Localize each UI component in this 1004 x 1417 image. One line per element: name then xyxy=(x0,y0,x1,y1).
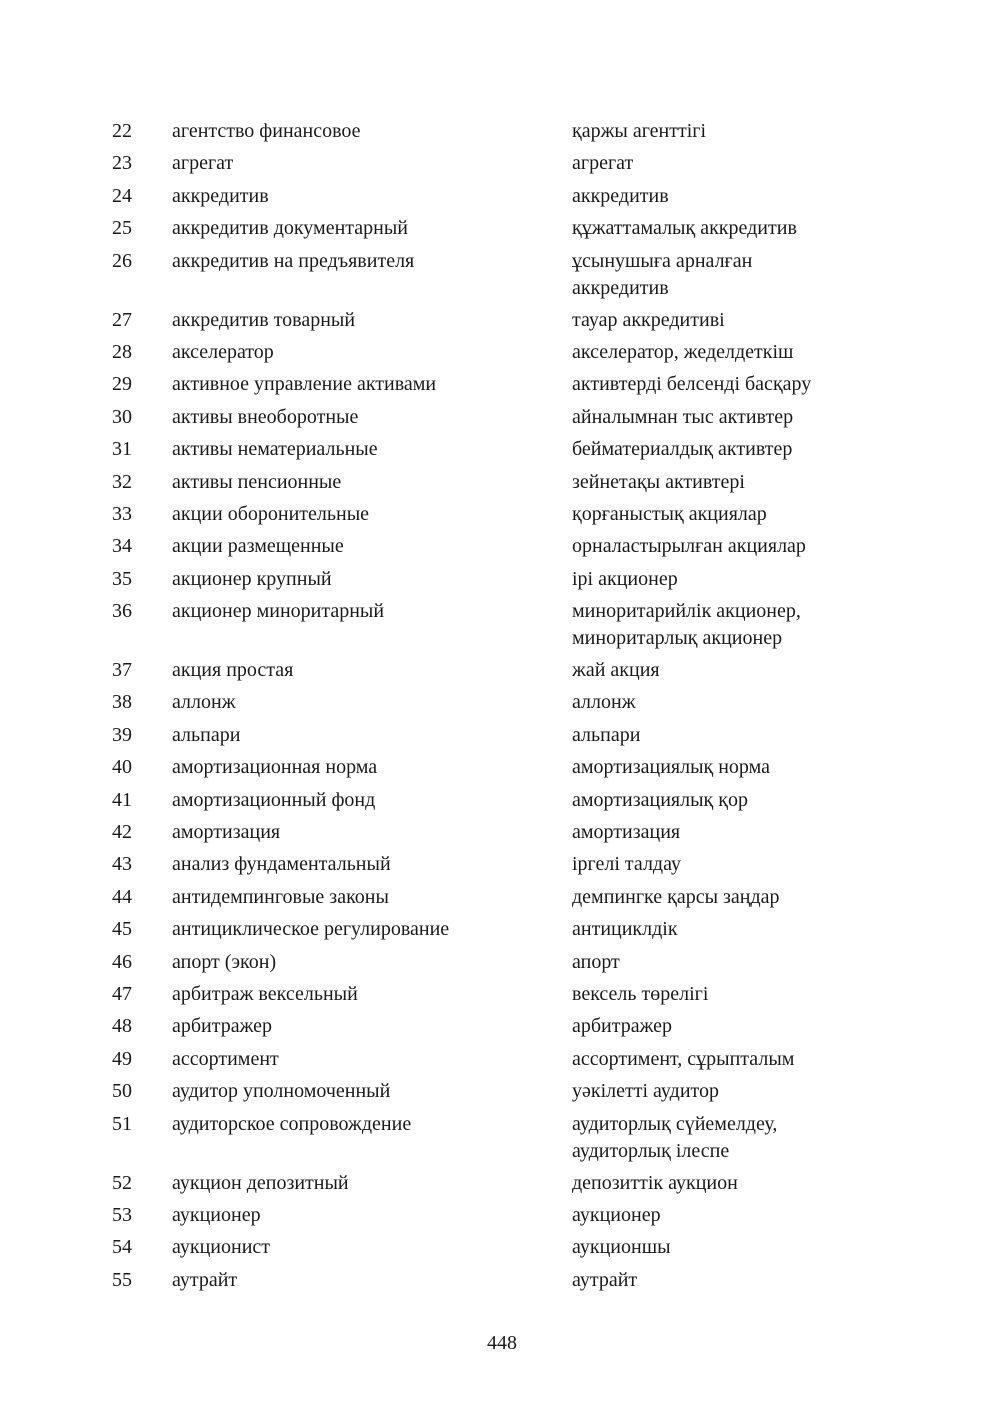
kazakh-term-line: акселератор, жеделдеткіш xyxy=(572,340,794,363)
kazakh-term xyxy=(572,1170,738,1197)
russian-term: аукционер xyxy=(172,1203,261,1226)
kazakh-term xyxy=(572,566,678,593)
entry-number: 51 xyxy=(112,1112,132,1135)
kazakh-term xyxy=(572,949,620,976)
russian-term: аудитор уполномоченный xyxy=(172,1080,391,1103)
russian-term: альпари xyxy=(172,723,241,746)
glossary-row xyxy=(0,118,1004,150)
kazakh-term-line: орналастырылған акциялар xyxy=(572,535,806,558)
entry-number: 27 xyxy=(112,308,132,331)
glossary-row xyxy=(0,1267,1004,1299)
glossary-row xyxy=(0,436,1004,468)
russian-term: аудиторское сопровождение xyxy=(172,1112,412,1135)
glossary-row xyxy=(0,533,1004,565)
entry-number: 32 xyxy=(112,470,132,493)
kazakh-term-line: қорғаныстық акциялар xyxy=(572,502,767,525)
entry-number: 53 xyxy=(112,1203,132,1226)
kazakh-term-line: жай акция xyxy=(572,659,660,682)
entry-number: 49 xyxy=(112,1047,132,1070)
kazakh-term-line: арбитражер xyxy=(572,1015,673,1038)
kazakh-term xyxy=(572,183,669,210)
glossary-row xyxy=(0,501,1004,533)
page-number: 448 xyxy=(487,1332,517,1354)
kazakh-term xyxy=(572,598,801,652)
kazakh-term-line: іргелі талдау xyxy=(572,853,681,876)
entry-number: 39 xyxy=(112,723,132,746)
kazakh-term-line: аукционшы xyxy=(572,1236,671,1259)
glossary-row xyxy=(0,916,1004,948)
russian-term: арбитражер xyxy=(172,1015,273,1038)
kazakh-term-line: бейматериалдық активтер xyxy=(572,438,793,461)
entry-number: 25 xyxy=(112,217,132,240)
kazakh-term xyxy=(572,884,780,911)
entry-number: 29 xyxy=(112,373,132,396)
entry-number: 43 xyxy=(112,853,132,876)
entry-number: 24 xyxy=(112,184,132,207)
kazakh-term xyxy=(572,469,745,496)
entry-number: 41 xyxy=(112,788,132,811)
entry-number: 26 xyxy=(112,249,132,272)
glossary-row xyxy=(0,1111,1004,1170)
kazakh-term xyxy=(572,1046,794,1073)
kazakh-term xyxy=(572,371,811,398)
kazakh-term xyxy=(572,436,792,463)
entry-number: 42 xyxy=(112,821,132,844)
entry-number: 34 xyxy=(112,535,132,558)
glossary-table xyxy=(0,118,1004,1299)
kazakh-term-line: аудиторлық ілеспе xyxy=(572,1139,730,1162)
russian-term: акционер миноритарный xyxy=(172,600,385,623)
kazakh-term xyxy=(572,851,681,878)
russian-term: аккредитив xyxy=(172,184,269,207)
russian-term: аукцион депозитный xyxy=(172,1171,349,1194)
russian-term: аккредитив товарный xyxy=(172,308,356,331)
entry-number: 33 xyxy=(112,502,132,525)
russian-term: акция простая xyxy=(172,659,294,682)
russian-term: амортизационная норма xyxy=(172,756,378,779)
entry-number: 44 xyxy=(112,885,132,908)
russian-term: активы внеоборотные xyxy=(172,405,359,428)
kazakh-term-line: демпингке қарсы заңдар xyxy=(572,885,780,908)
russian-term: акционер крупный xyxy=(172,567,332,590)
entry-number: 55 xyxy=(112,1268,132,1291)
russian-term: арбитраж вексельный xyxy=(172,982,358,1005)
russian-term: аккредитив на предъявителя xyxy=(172,249,415,272)
russian-term: аллонж xyxy=(172,691,236,714)
kazakh-term-line: ассортимент, сұрыпталым xyxy=(572,1047,795,1070)
glossary-row xyxy=(0,884,1004,916)
russian-term: анализ фундаментальный xyxy=(172,853,391,876)
glossary-row xyxy=(0,598,1004,657)
glossary-row xyxy=(0,851,1004,883)
entry-number: 28 xyxy=(112,340,132,363)
kazakh-term-line: аккредитив xyxy=(572,276,669,299)
kazakh-term xyxy=(572,307,725,334)
entry-number: 50 xyxy=(112,1080,132,1103)
kazakh-term-line: айналымнан тыс активтер xyxy=(572,405,794,428)
entry-number: 38 xyxy=(112,691,132,714)
glossary-row xyxy=(0,722,1004,754)
kazakh-term xyxy=(572,533,806,560)
russian-term: амортизация xyxy=(172,821,281,844)
entry-number: 48 xyxy=(112,1015,132,1038)
glossary-row xyxy=(0,215,1004,247)
kazakh-term xyxy=(572,215,797,242)
entry-number: 47 xyxy=(112,982,132,1005)
russian-term: ассортимент xyxy=(172,1047,279,1070)
russian-term: акселератор xyxy=(172,340,274,363)
glossary-row xyxy=(0,689,1004,721)
entry-number: 52 xyxy=(112,1171,132,1194)
kazakh-term-line: ірі акционер xyxy=(572,567,678,590)
glossary-row xyxy=(0,754,1004,786)
kazakh-term xyxy=(572,404,793,431)
glossary-row xyxy=(0,469,1004,501)
russian-term: активное управление активами xyxy=(172,373,437,396)
kazakh-term-line: антициклдік xyxy=(572,918,678,941)
kazakh-term-line: қаржы агенттігі xyxy=(572,120,707,142)
kazakh-term xyxy=(572,1013,672,1040)
kazakh-term-line: активтерді белсенді басқару xyxy=(572,373,812,396)
kazakh-term-line: аудиторлық сүйемелдеу, xyxy=(572,1112,778,1135)
kazakh-term xyxy=(572,1078,719,1105)
russian-term: акции размещенные xyxy=(172,535,344,558)
kazakh-term xyxy=(572,689,636,716)
kazakh-term-line: вексель төрелігі xyxy=(572,982,709,1005)
entry-number: 31 xyxy=(112,438,132,461)
kazakh-term xyxy=(572,339,793,366)
russian-term: антициклическое регулирование xyxy=(172,918,450,941)
kazakh-term-line: амортизациялық норма xyxy=(572,756,771,779)
kazakh-term-line: миноритарийлік акционер, xyxy=(572,600,801,623)
kazakh-term-line: зейнетақы активтері xyxy=(572,470,745,493)
entry-number: 45 xyxy=(112,918,132,941)
kazakh-term-line: аллонж xyxy=(572,691,636,714)
entry-number: 46 xyxy=(112,950,132,973)
kazakh-term xyxy=(572,657,660,684)
russian-term: агрегат xyxy=(172,152,234,175)
glossary-row xyxy=(0,339,1004,371)
kazakh-term-line: альпари xyxy=(572,723,641,746)
russian-term: аукционист xyxy=(172,1236,271,1259)
kazakh-term-line: тауар аккредитиві xyxy=(572,308,725,331)
entry-number: 30 xyxy=(112,405,132,428)
kazakh-term-line: апорт xyxy=(572,950,620,973)
entry-number: 54 xyxy=(112,1236,132,1259)
russian-term: аккредитив документарный xyxy=(172,217,408,240)
kazakh-term-line: амортизациялық қор xyxy=(572,788,748,811)
glossary-row xyxy=(0,949,1004,981)
glossary-row xyxy=(0,371,1004,403)
entry-number: 23 xyxy=(112,152,132,175)
glossary-row xyxy=(0,657,1004,689)
russian-term: аутрайт xyxy=(172,1268,238,1291)
glossary-row xyxy=(0,787,1004,819)
glossary-row xyxy=(0,566,1004,598)
russian-term: апорт (экон) xyxy=(172,950,277,973)
russian-term: антидемпинговые законы xyxy=(172,885,389,908)
russian-term: агентство финансовое xyxy=(172,120,361,142)
kazakh-term xyxy=(572,754,770,781)
entry-number: 35 xyxy=(112,567,132,590)
russian-term: амортизационный фонд xyxy=(172,788,376,811)
kazakh-term xyxy=(572,248,752,302)
kazakh-term-line: амортизация xyxy=(572,821,681,844)
entry-number: 40 xyxy=(112,756,132,779)
kazakh-term-line: депозиттік аукцион xyxy=(572,1171,738,1194)
kazakh-term-line: миноритарлық акционер xyxy=(572,627,783,650)
glossary-row xyxy=(0,150,1004,182)
kazakh-term xyxy=(572,150,633,177)
kazakh-term xyxy=(572,1234,671,1261)
kazakh-term-line: ұсынушыға арналған xyxy=(572,249,753,272)
kazakh-term xyxy=(572,981,708,1008)
glossary-row xyxy=(0,1170,1004,1202)
kazakh-term-line: аукционер xyxy=(572,1203,661,1226)
kazakh-term xyxy=(572,1202,661,1229)
entry-number: 37 xyxy=(112,659,132,682)
entry-number: 22 xyxy=(112,120,132,142)
glossary-row xyxy=(0,248,1004,307)
russian-term: акции оборонительные xyxy=(172,502,370,525)
kazakh-term-line: құжаттамалық аккредитив xyxy=(572,217,797,240)
glossary-row xyxy=(0,1234,1004,1266)
glossary-row xyxy=(0,1202,1004,1234)
glossary-row xyxy=(0,819,1004,851)
glossary-row xyxy=(0,981,1004,1013)
kazakh-term xyxy=(572,722,640,749)
kazakh-term-line: аккредитив xyxy=(572,184,669,207)
kazakh-term xyxy=(572,819,680,846)
glossary-row xyxy=(0,1078,1004,1110)
glossary-row xyxy=(0,183,1004,215)
kazakh-term xyxy=(572,787,748,814)
kazakh-term xyxy=(572,501,767,528)
kazakh-term xyxy=(572,916,678,943)
glossary-row xyxy=(0,1013,1004,1045)
kazakh-term xyxy=(572,1267,637,1294)
glossary-row xyxy=(0,404,1004,436)
glossary-row xyxy=(0,307,1004,339)
russian-term: активы пенсионные xyxy=(172,470,342,493)
kazakh-term-line: уәкілетті аудитор xyxy=(572,1080,720,1103)
kazakh-term xyxy=(572,118,706,145)
glossary-row xyxy=(0,1046,1004,1078)
entry-number: 36 xyxy=(112,600,132,623)
kazakh-term-line: аутрайт xyxy=(572,1268,638,1291)
russian-term: активы нематериальные xyxy=(172,438,378,461)
kazakh-term-line: агрегат xyxy=(572,152,634,175)
kazakh-term xyxy=(572,1111,777,1165)
